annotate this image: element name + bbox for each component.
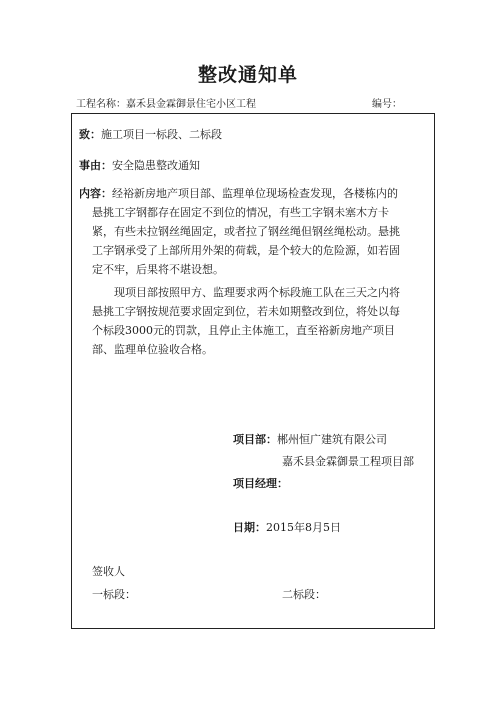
reason-row	[79, 157, 200, 174]
to-row	[79, 126, 222, 143]
issuer-dept-row	[233, 431, 387, 448]
reason-label: 事由：	[79, 159, 112, 172]
project-name-value: 嘉禾县金霖御景住宅小区工程	[126, 99, 256, 110]
date-row	[233, 519, 341, 536]
content-p2-line-1: 现项目部按照甲方、监理要求两个标段施工队在三天之内将	[114, 286, 400, 299]
document-title: 整改通知单	[197, 64, 298, 86]
content-line-4: 工字钢承受了上部所用外架的荷载，是个较大的危险源，如若固	[92, 244, 400, 257]
content-label: 内容：	[79, 187, 112, 200]
content-line-5: 定不牢，后果将不堪设想。	[92, 263, 224, 276]
content-line-2: 悬挑工字钢都存在固定不到位的情况，有些工字钢未塞木方卡	[92, 206, 389, 219]
section1-label: 一标段：	[92, 588, 136, 601]
content-p2-line-4: 部、监理单位验收合格。	[92, 343, 213, 356]
reason-value: 安全隐患整改通知	[112, 159, 200, 172]
section2-label: 二标段：	[282, 588, 326, 601]
content-line-3: 紧，有些未拉钢丝绳固定，或者拉了钢丝绳但钢丝绳松动。悬挑	[92, 225, 400, 238]
content-p2-line-3: 个标段3000元的罚款，且停止主体施工，直至裕新房地产项目	[92, 324, 395, 337]
signer-label: 签收人	[92, 565, 125, 578]
to-label: 致：	[79, 128, 101, 141]
project-name-row	[76, 95, 256, 110]
manager-label: 项目经理：	[233, 477, 288, 490]
issuer-company: 郴州恒广建筑有限公司	[277, 433, 387, 446]
content-line-1: 内容：经裕新房地产项目部、监理单位现场检查发现，各楼栋内的	[79, 187, 398, 200]
issuer-project-dept: 嘉禾县金霖御景工程项目部	[282, 455, 414, 468]
to-value: 施工项目一标段、二标段	[101, 128, 222, 141]
issuer-dept-label: 项目部：	[233, 433, 277, 446]
date-label: 日期：	[233, 521, 266, 534]
date-value: 2015年8月5日	[266, 521, 341, 534]
project-name-label: 工程名称：	[76, 99, 126, 110]
document-number: 编号：	[372, 99, 402, 110]
content-p2-line-2: 悬挑工字钢按规范要求固定到位，若未如期整改到位，将处以每	[92, 305, 400, 318]
